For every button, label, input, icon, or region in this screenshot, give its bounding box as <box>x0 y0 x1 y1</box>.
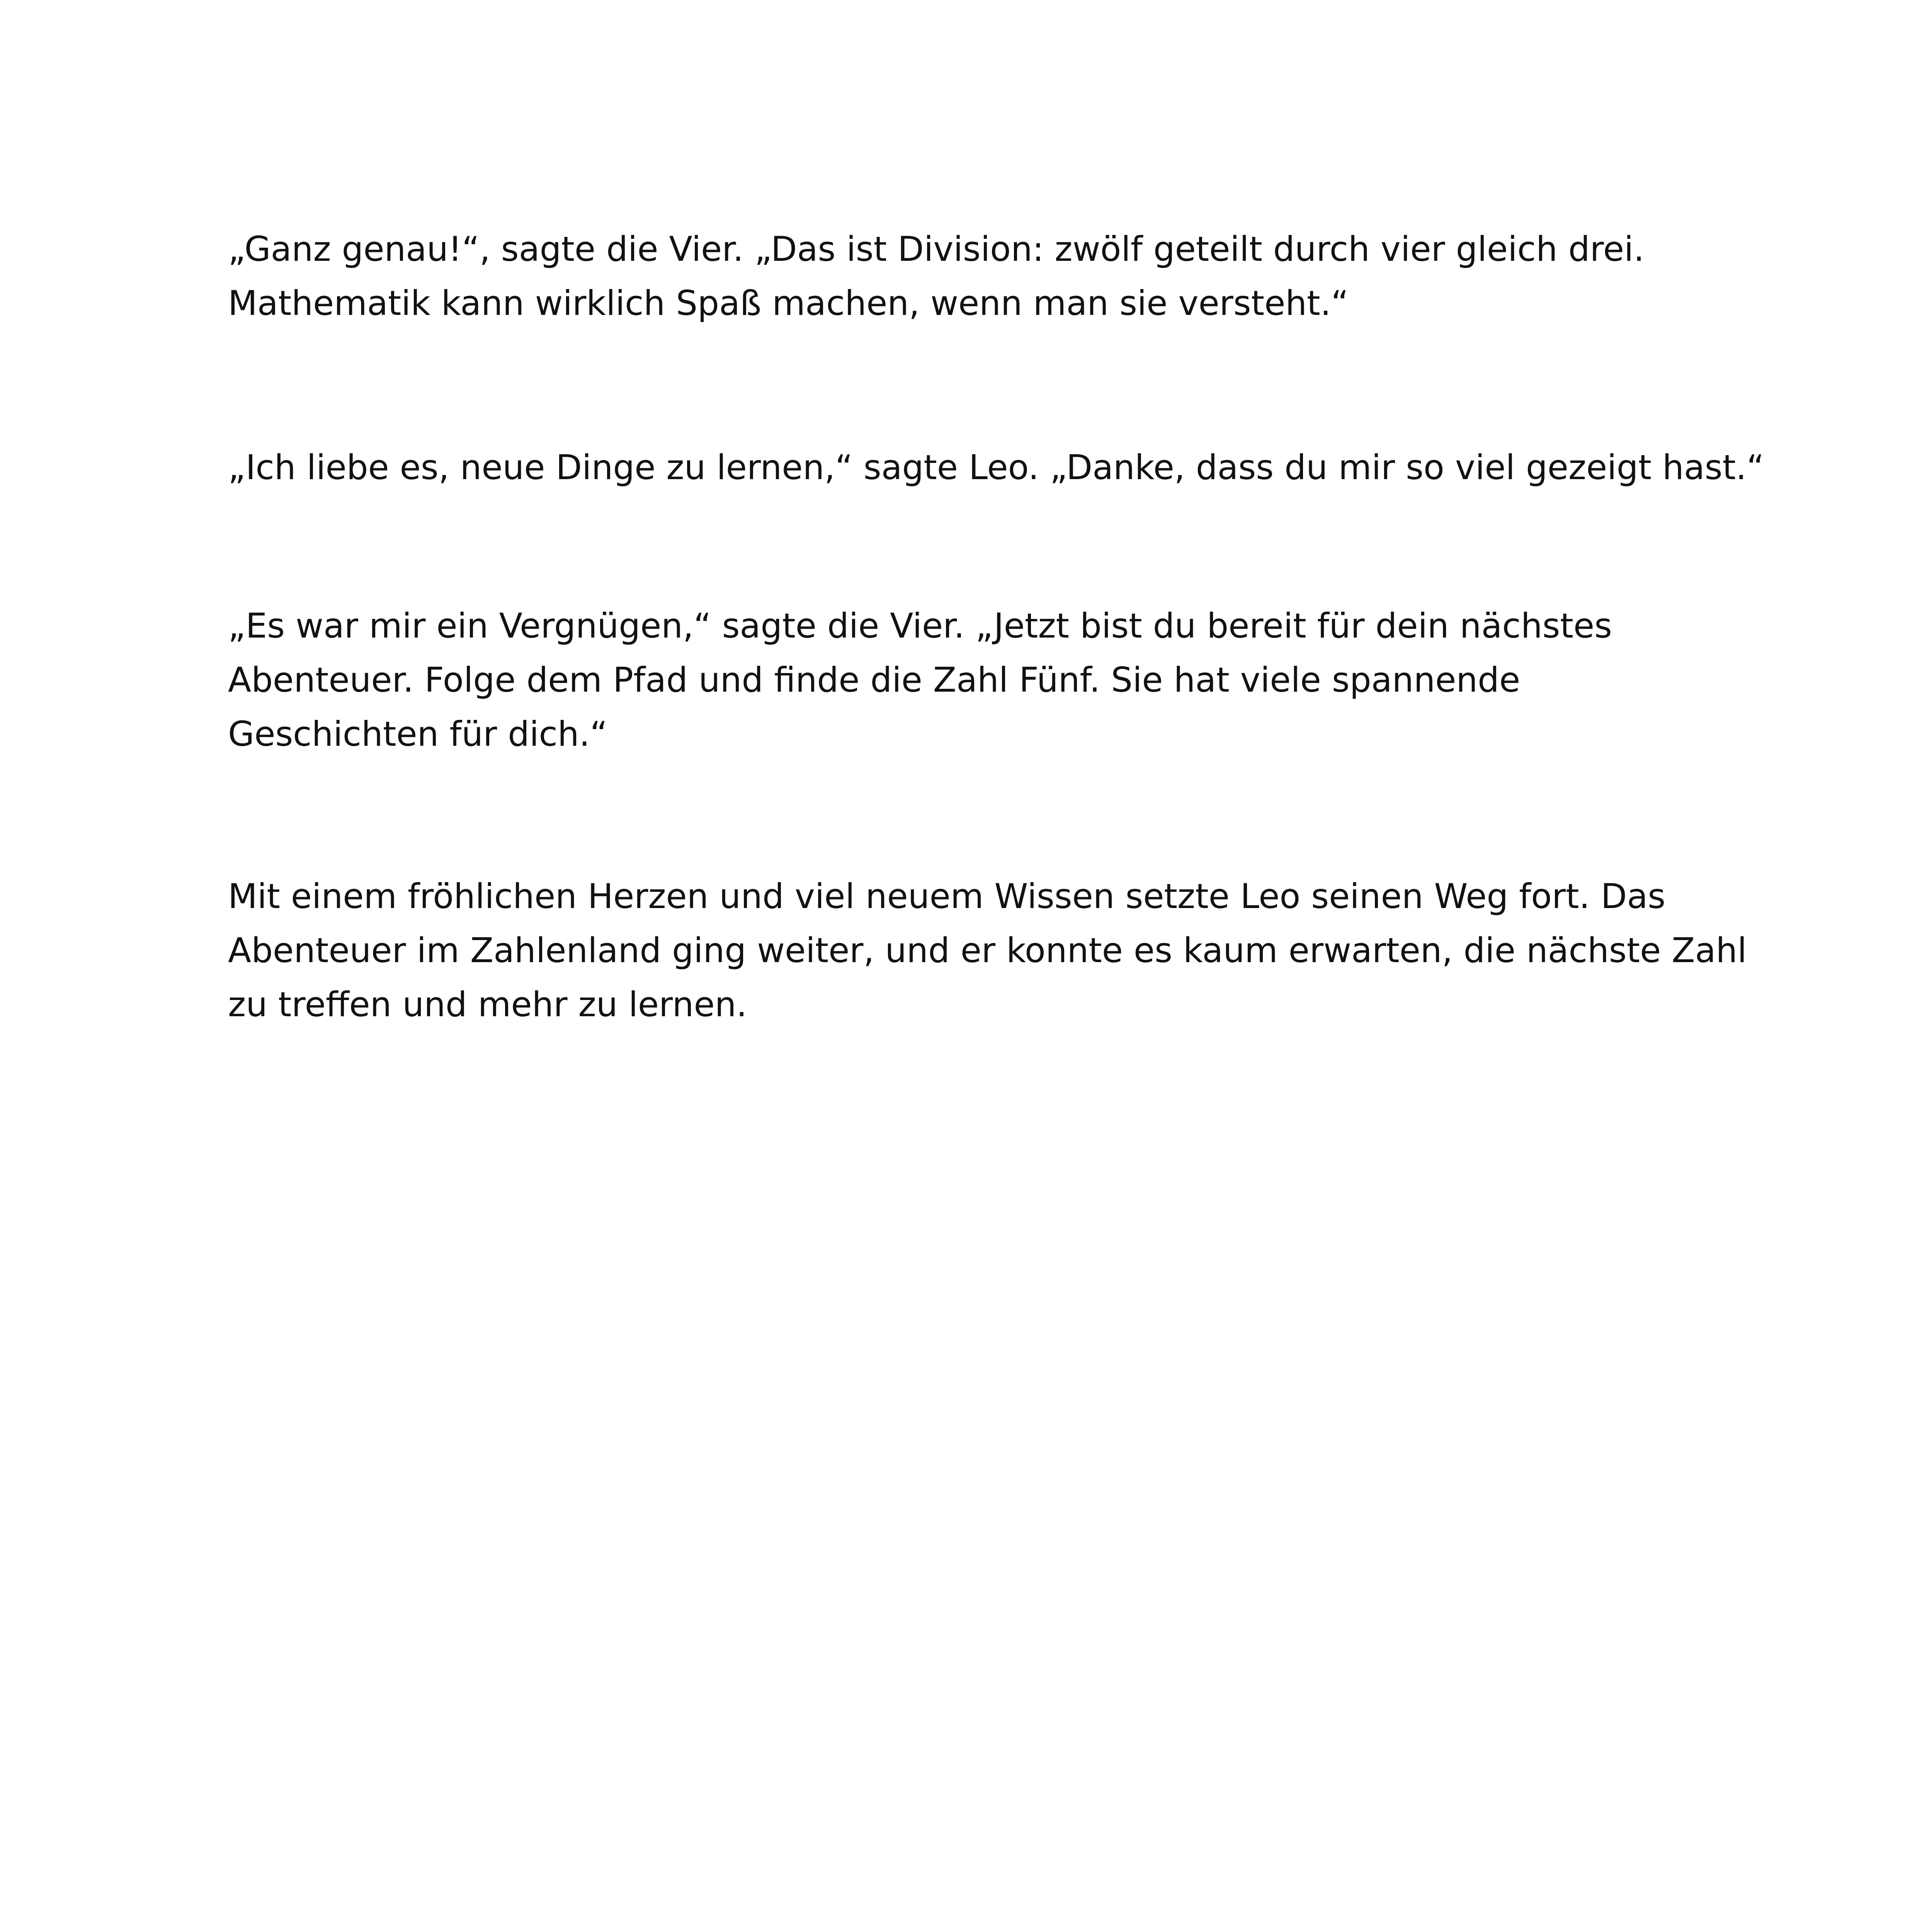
text-line: Mathematik kann wirklich Spaß machen, wenn man sie versteht.“ <box>228 283 1349 323</box>
paragraph-ganz-genau <box>228 222 1704 330</box>
text-line: „Ganz genau!“, sagte die Vier. „Das ist Division: zwölf geteilt durch vier gleich drei. <box>228 229 1645 269</box>
text-line: Abenteuer. Folge dem Pfad und finde die Zahl Fünf. Sie hat viele spannende <box>228 660 1520 700</box>
paragraph-froehliches-herz <box>228 869 1747 1032</box>
text-line: Abenteuer im Zahlenland ging weiter, und er konnte es kaum erwarten, die nächste Zahl <box>228 930 1747 970</box>
text-line: „Ich liebe es, neue Dinge zu lernen,“ sagte Leo. „Danke, dass du mir so viel gezeigt hast.“ <box>228 447 1764 487</box>
paragraph-vergnuegen <box>228 599 1704 761</box>
text-line: „Es war mir ein Vergnügen,“ sagte die Vier. „Jetzt bist du bereit für dein nächstes <box>228 606 1612 646</box>
text-line: zu treffen und mehr zu lernen. <box>228 985 747 1024</box>
text-line: Geschichten für dich.“ <box>228 714 608 754</box>
paragraph-ich-liebe <box>228 440 1764 495</box>
text-line: Mit einem fröhlichen Herzen und viel neuem Wissen setzte Leo seinen Weg fort. Das <box>228 876 1666 916</box>
